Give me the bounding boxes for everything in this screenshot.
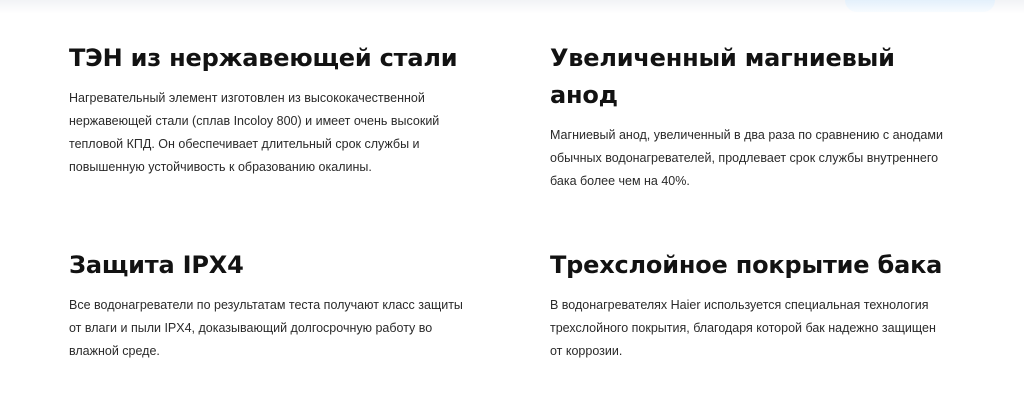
feature-description-line: Нагревательный элемент изготовлен из высококачественной xyxy=(69,91,425,105)
feature-description xyxy=(69,294,489,363)
feature-title-line: Увеличенный магниевый xyxy=(550,44,895,72)
feature-title xyxy=(550,247,970,284)
feature-description-line: Магниевый анод, увеличенный в два раза по сравнению с анодами xyxy=(550,128,943,142)
feature-title xyxy=(69,247,489,284)
feature-description-line: повышенную устойчивость к образованию окалины. xyxy=(69,160,372,174)
feature-description-line: В водонагревателях Haier используется специальная технология xyxy=(550,298,929,312)
feature-description-line: от коррозии. xyxy=(550,344,623,358)
feature-description-line: обычных водонагревателей, продлевает срок службы внутреннего xyxy=(550,151,939,165)
feature-description-line: нержавеющей стали (сплав Incoloy 800) и имеет очень высокий xyxy=(69,114,440,128)
feature-description-line: бака более чем на 40%. xyxy=(550,174,690,188)
feature-three-layer-coating xyxy=(550,247,970,363)
feature-ipx4-protection xyxy=(69,247,489,363)
feature-stainless-heater xyxy=(69,40,489,179)
feature-title-line: анод xyxy=(550,81,618,109)
feature-description-line: тепловой КПД. Он обеспечивает длительный срок службы и xyxy=(69,137,420,151)
feature-description xyxy=(550,294,970,363)
feature-title-line: Трехслойное покрытие бака xyxy=(550,251,943,279)
feature-title-line: Защита IPX4 xyxy=(69,251,244,279)
header-accent-shape xyxy=(845,0,995,12)
feature-description-line: Все водонагреватели по результатам теста получают класс защиты xyxy=(69,298,463,312)
feature-title xyxy=(69,40,489,77)
feature-description-line: влажной среде. xyxy=(69,344,160,358)
feature-magnesium-anode xyxy=(550,40,970,193)
feature-description xyxy=(550,124,970,193)
feature-title-line: ТЭН из нержавеющей стали xyxy=(69,44,458,72)
feature-title xyxy=(550,40,970,114)
feature-description xyxy=(69,87,489,179)
feature-description-line: от влаги и пыли IPX4, доказывающий долгосрочную работу во xyxy=(69,321,433,335)
feature-description-line: трехслойного покрытия, благодаря которой бак надежно защищен xyxy=(550,321,936,335)
